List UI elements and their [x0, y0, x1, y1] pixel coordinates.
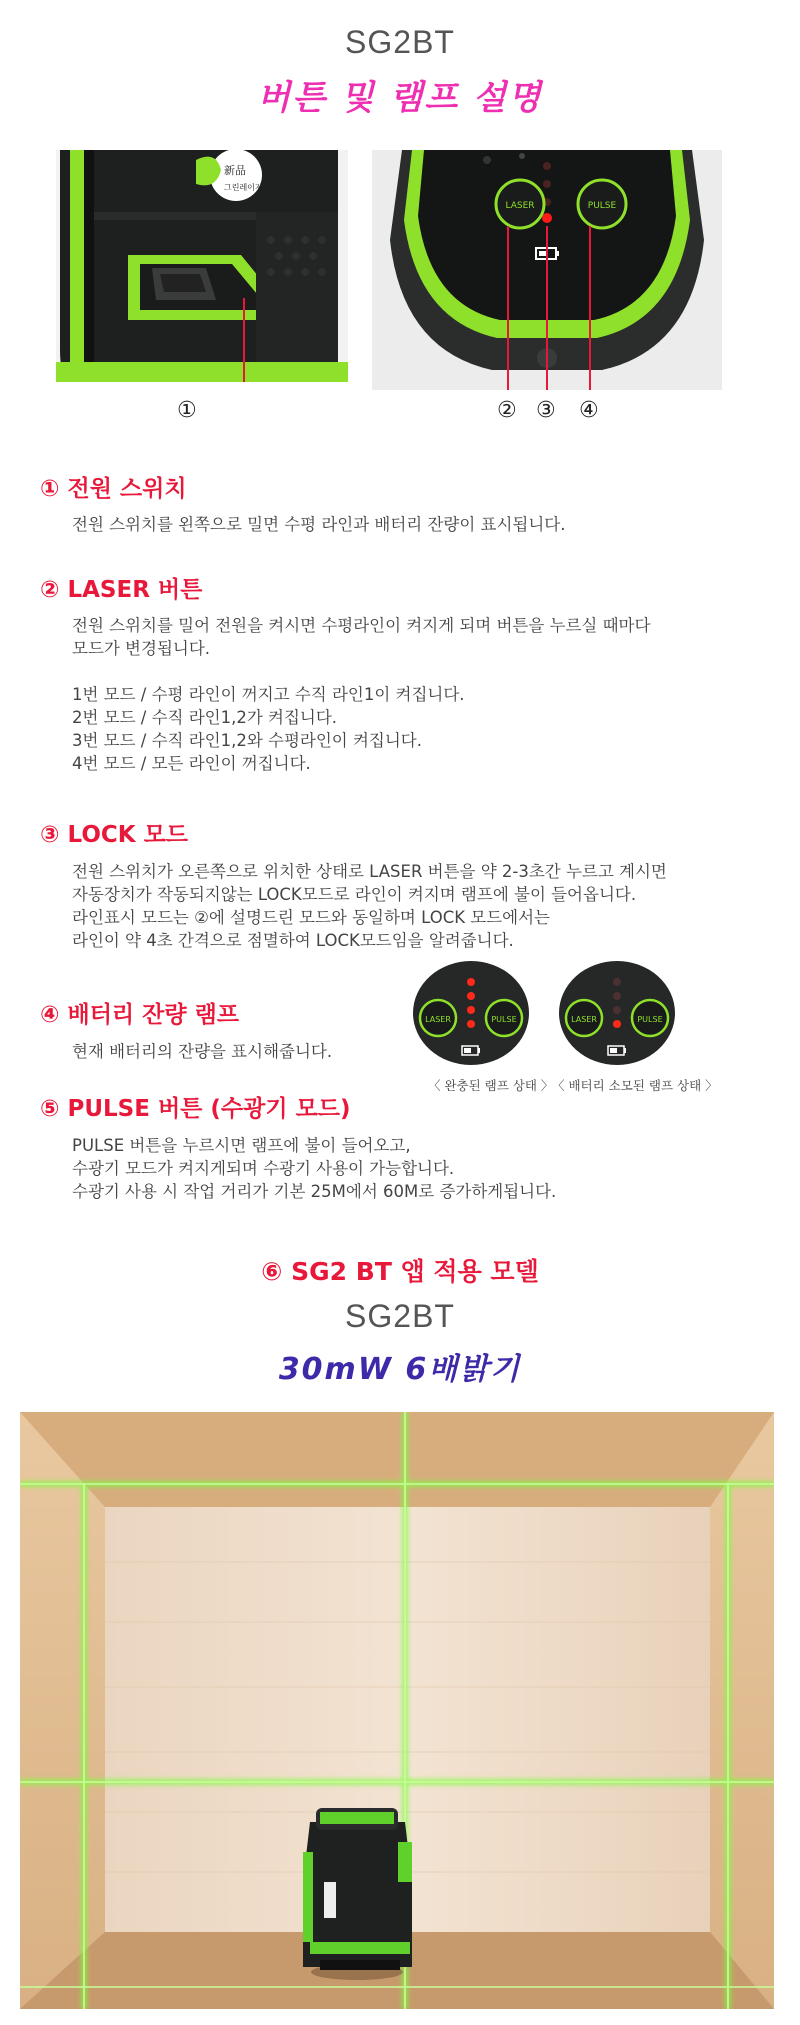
lamp-full-laser-label: LASER — [425, 1015, 451, 1024]
lamp-dot — [467, 992, 475, 1000]
lamp-full-caption: 〈 완충된 램프 상태 〉 — [428, 1078, 554, 1093]
section-3-title: ③ LOCK 모드 — [40, 822, 189, 848]
section-1-body: 전원 스위치를 왼쪽으로 밀면 수평 라인과 배터리 잔량이 표시됩니다. — [72, 515, 566, 534]
top-panel-photo — [372, 150, 722, 390]
lamp-dot — [467, 1006, 475, 1014]
section-5-body: PULSE 버튼을 누르시면 램프에 불이 들어오고, 수광기 모드가 켜지게되며 수광기 사용이 가능합니다. 수광기 사용 시 작업 거리가 기본 25M에서 60M로 증가하게됩니다. — [72, 1136, 557, 1201]
callout-3: ③ — [536, 398, 556, 423]
page-subtitle: 버튼 및 램프 설명 — [257, 78, 543, 118]
model-title: SG2BT — [345, 24, 455, 60]
callout-2: ② — [497, 398, 517, 423]
app-model-title: SG2BT — [345, 1298, 455, 1334]
lamp-dot — [613, 1020, 621, 1028]
lamp-low-pulse-label: PULSE — [637, 1015, 663, 1024]
laser-button-label: LASER — [505, 201, 535, 211]
laser-room-photo — [20, 1412, 774, 2009]
section-5-title: ⑤ PULSE 버튼 (수광기 모드) — [40, 1096, 351, 1122]
section-4-body: 현재 배터리의 잔량을 표시해줍니다. — [72, 1042, 333, 1061]
lamp-low-laser-label: LASER — [571, 1015, 597, 1024]
app-tagline: 30mW 6배밝기 — [278, 1352, 522, 1387]
section-1-title: ① 전원 스위치 — [40, 476, 187, 502]
app-section-heading: ⑥ SG2 BT 앱 적용 모델 — [261, 1257, 539, 1286]
pulse-button-label: PULSE — [587, 201, 617, 211]
callout-4: ④ — [579, 398, 599, 423]
section-3-body: 전원 스위치가 오른쪽으로 위치한 상태로 LASER 버튼을 약 2-3초간 누르고 계시면 자동장치가 작동되지않는 LOCK모드로 라인이 켜지며 램프에 불이 들어옵니다. 라인표시 모드는 ②에 설명드린 모드와 동일하며 LOCK 모드에서는 라인이 약 4초 간격으로 점멸하여 LOCK모드임을 알려줍니다. — [72, 862, 667, 950]
section-2-body: 전원 스위치를 밀어 전원을 켜시면 수평라인이 켜지게 되며 버튼을 누르실 때마다 모드가 변경됩니다. 1번 모드 / 수평 라인이 꺼지고 수직 라인1이 켜집니다. 2번 모드 / 수직 라인1,2가 켜집니다. 3번 모드 / 수직 라인1,2와 수평라인이 켜집니다. 4번 모드 / 모든 라인이 꺼집니다. — [72, 616, 651, 773]
lamp-full-pulse-label: PULSE — [491, 1015, 517, 1024]
section-2-title: ② LASER 버튼 — [40, 577, 203, 603]
power-switch-photo — [56, 150, 348, 382]
sticker-bottom-text: 그린레이저레벨 — [224, 183, 279, 192]
section-4-title: ④ 배터리 잔량 램프 — [40, 1002, 240, 1028]
sticker-top-text: 新品 — [224, 164, 246, 177]
lamp-dot — [467, 978, 475, 986]
lamp-dot — [613, 978, 621, 986]
lamp-dot — [467, 1020, 475, 1028]
lamp-dot — [613, 1006, 621, 1014]
callout-1: ① — [177, 398, 197, 423]
lamp-dot — [613, 992, 621, 1000]
lamp-full-illustration — [412, 960, 530, 1066]
lamp-low-caption: 〈 배터리 소모된 램프 상태 〉 — [552, 1078, 718, 1093]
lamp-low-illustration — [558, 960, 676, 1066]
